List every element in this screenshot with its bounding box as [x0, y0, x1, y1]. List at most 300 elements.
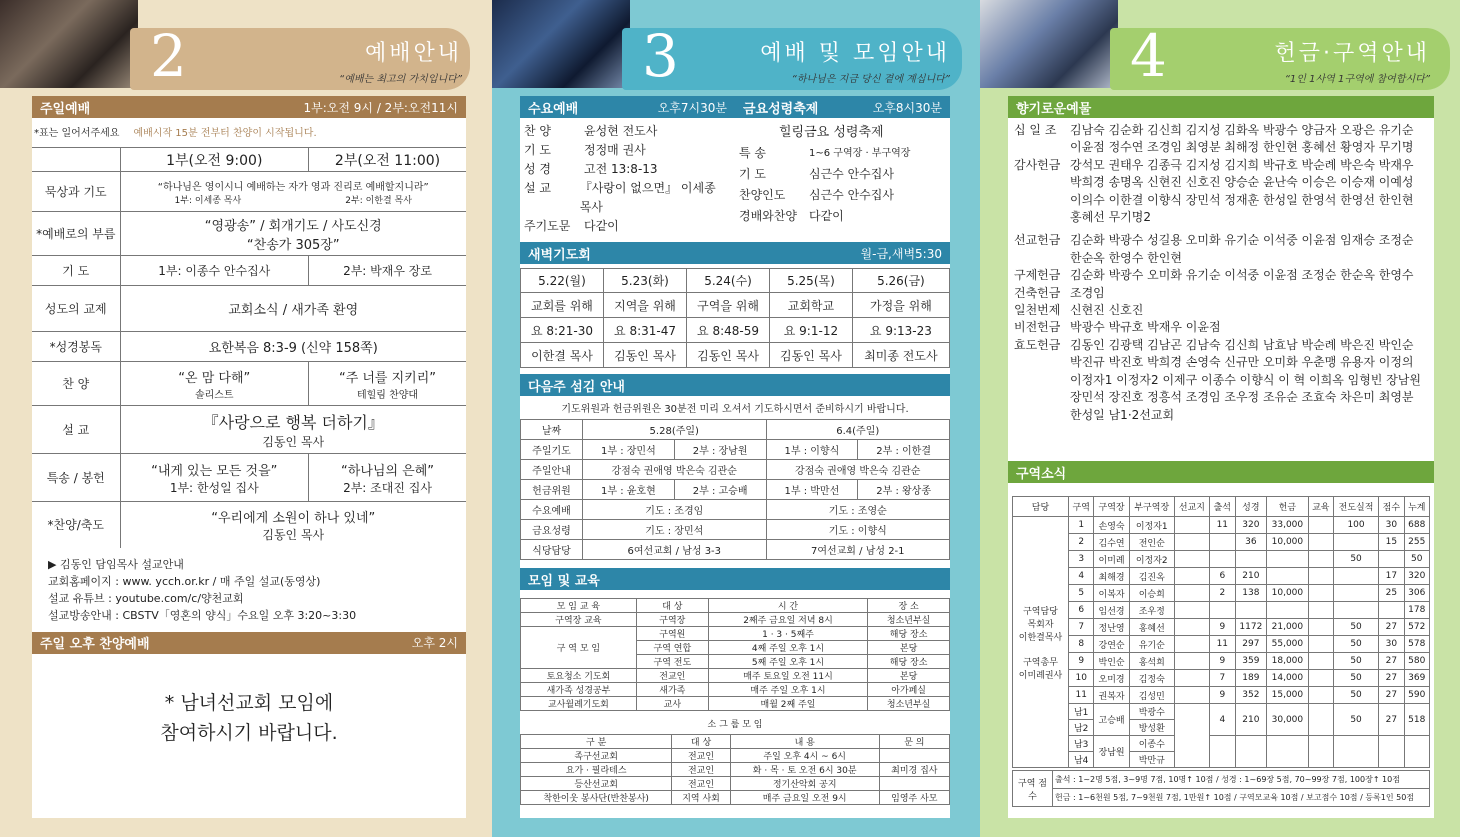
row-b: “하나님의 은혜” [341, 463, 434, 479]
offering-type: 십 일 조 [1014, 123, 1057, 137]
cell [1174, 534, 1209, 551]
offering-names: 한성일 남1·2선교회 [1070, 407, 1175, 422]
cell: 기도 : 장민석 [583, 520, 767, 540]
cell: 9 [1069, 653, 1094, 670]
cell: 30 [1379, 636, 1404, 653]
cell: 전인순 [1129, 534, 1174, 551]
cell [1308, 602, 1333, 619]
offering-line [1014, 209, 1428, 226]
praise-note: 예배시작 15분 전부터 찬양이 시작됩니다. [133, 128, 317, 139]
cell: 7 [1069, 619, 1094, 636]
sunday-worship-panel [32, 96, 466, 818]
cell: 5.24(수) [687, 269, 770, 293]
cell [1308, 653, 1333, 670]
cell: 9 [1210, 687, 1235, 704]
edu-bar [520, 568, 950, 590]
cell: 1 · 3 · 5째주 [708, 627, 867, 641]
row-a2: 1부: 한성일 집사 [169, 480, 259, 495]
cell: 요 9:13-23 [852, 318, 949, 343]
cell: 구역장 교육 [521, 613, 637, 627]
order-table [32, 147, 466, 548]
offering-line [1014, 407, 1428, 424]
offering-names: 한순옥 한영수 한인현 [1070, 250, 1182, 265]
cell: 김동인 목사 [687, 343, 770, 368]
wed-bar [520, 96, 735, 118]
cell: 최미경 집사 [879, 763, 949, 777]
cell: 2부 : 장남원 [674, 440, 766, 460]
leader-line [1015, 643, 1066, 655]
cell [1333, 534, 1378, 551]
dawn-bar [520, 242, 950, 264]
cell: 11 [1210, 636, 1235, 653]
cell: 1172 [1235, 619, 1267, 636]
cell [1210, 736, 1235, 768]
cell: 5.26(금) [852, 269, 949, 293]
cell: 구 분 [521, 735, 672, 749]
district-title: 구역소식 [1016, 466, 1067, 482]
offering-names: 장민석 장진호 정흥석 조경임 조우정 조유순 조효숙 차은미 최영분 [1070, 390, 1414, 405]
dawn-table [520, 268, 950, 368]
cell: 조우정 [1129, 602, 1174, 619]
cell: 21,000 [1267, 619, 1308, 636]
cell: 10 [1069, 670, 1094, 687]
preacher: 김동인 목사 [262, 434, 325, 449]
cell: 50 [1404, 551, 1429, 568]
offering-type [1014, 407, 1070, 424]
page-2-header [0, 0, 492, 92]
person: 고전 13:8-13 [584, 162, 658, 176]
offering-type: 감사헌금 [1014, 157, 1061, 172]
cell: 식당담당 [521, 540, 583, 560]
cell: 요가 · 필라테스 [521, 763, 672, 777]
row-a: “온 맘 다해” [178, 370, 251, 386]
offering-type [1014, 250, 1070, 267]
cell: 이정자1 [1129, 517, 1174, 534]
cell [1210, 602, 1235, 619]
cell: 572 [1404, 619, 1429, 636]
cell: 아가페실 [868, 683, 950, 697]
offering-type [1014, 354, 1070, 371]
cell [1174, 670, 1209, 687]
cell: 화 · 목 · 토 오전 6시 30분 [730, 763, 879, 777]
serve-table [520, 419, 950, 560]
fri-time: 오후8시30분 [872, 100, 942, 115]
cell [1308, 636, 1333, 653]
page-title: 헌금·구역안내 [1274, 41, 1430, 66]
cell: 구역장 [636, 613, 708, 627]
leader-line: 구역총무 [1023, 657, 1058, 668]
cell: 모 임 교 육 [521, 599, 637, 613]
cell: 27 [1379, 687, 1404, 704]
row-label: 특송 / 봉헌 [32, 454, 120, 502]
page-title: 예배 및 모임안내 [760, 41, 950, 66]
cell: 출석 [1210, 497, 1235, 517]
cell [1308, 619, 1333, 636]
cell: 정난영 [1094, 619, 1129, 636]
cell: 정기산악회 공지 [730, 777, 879, 791]
cell: 구역장 [1094, 497, 1129, 517]
cell: 김정숙 [1129, 670, 1174, 687]
role: 기 도 [524, 143, 551, 157]
cell: 기도 : 조영순 [766, 500, 950, 520]
cell: 이한결 목사 [521, 343, 604, 368]
page-subtitle: “1인 1사역 1구역에 참여합시다” [1284, 74, 1430, 85]
score-rule: 출석 : 1~2명 5점, 3~9명 7점, 10명↑ 10점 / 성경 : 1~69장 5점, 70~99장 7점, 100장↑ 10점 [1053, 771, 1430, 789]
cell: 구 역 모 임 [521, 627, 637, 669]
notice-line: 참여하시기 바랍니다. [160, 721, 338, 744]
cell [1174, 585, 1209, 602]
person: 다같이 [584, 219, 619, 233]
cell [1333, 585, 1378, 602]
small-group-table [520, 734, 950, 805]
offering-line [1014, 192, 1428, 209]
leader-line: 구역담당 [1023, 606, 1058, 617]
page-2 [0, 0, 492, 837]
cell: 6 [1210, 568, 1235, 585]
cell: 등산선교회 [521, 777, 672, 791]
cell: 전교인 [672, 777, 730, 791]
serve-title: 다음주 섬김 안내 [528, 379, 625, 395]
cell: 359 [1235, 653, 1267, 670]
cell [1174, 551, 1209, 568]
page-4 [980, 0, 1460, 837]
cell: 토요청소 기도회 [521, 669, 637, 683]
cell [1235, 736, 1267, 768]
fri-list [735, 118, 950, 242]
row-label: 기 도 [32, 256, 120, 286]
cell: 10,000 [1267, 534, 1308, 551]
row-label: 성도의 교제 [32, 286, 120, 332]
notice-line: * 남녀선교회 모임에 [164, 691, 334, 714]
cell: 유기순 [1129, 636, 1174, 653]
page-number: 3 [642, 22, 679, 90]
cell: 최해경 [1094, 568, 1129, 585]
cell: 시 간 [708, 599, 867, 613]
cell: 50 [1333, 636, 1378, 653]
offering-type: 선교헌금 [1014, 233, 1061, 248]
edu-table [520, 598, 950, 711]
offering-line [1014, 157, 1428, 174]
cell: 15,000 [1267, 687, 1308, 704]
person: 다같이 [809, 209, 844, 223]
cell: 30,000 [1267, 704, 1308, 736]
cell: 새가족 [636, 683, 708, 697]
cell: 장남원 [1094, 736, 1129, 768]
role: 설 교 [524, 181, 551, 195]
cell: 문 의 [879, 735, 949, 749]
row-main: “하나님은 영이시니 예배하는 자가 영과 진리로 예배할지니라” [157, 181, 429, 193]
cell: 박광수 [1129, 704, 1174, 720]
row-b2: 테힐림 찬양대 [356, 389, 419, 401]
offering-names: 신현진 신호진 [1070, 303, 1144, 318]
cell: 30 [1379, 517, 1404, 534]
score-label: 구역 점수 [1013, 771, 1053, 807]
cell [1267, 602, 1308, 619]
cell: 전교인 [672, 749, 730, 763]
dawn-title: 새벽기도회 [528, 247, 591, 263]
cell: 강연순 [1094, 636, 1129, 653]
cell: 구역 [1069, 497, 1094, 517]
offering-line [1014, 174, 1428, 191]
cell [1174, 602, 1209, 619]
offering-line [1014, 285, 1428, 302]
broadcast-info: 설교방송안내 : CBSTV「영혼의 양식」수요일 오후 3:20~3:30 [48, 608, 357, 622]
cell: 369 [1404, 670, 1429, 687]
cell: 담당 [1013, 497, 1069, 517]
cell: 320 [1404, 568, 1429, 585]
cell: 청소년부실 [868, 613, 950, 627]
cell: 이미례 [1094, 551, 1129, 568]
notice-line [32, 118, 466, 145]
offering-names: 박진규 박진호 박희경 손영숙 신규만 오미화 우춘맹 유용자 이정의 [1070, 355, 1414, 370]
score-table [1012, 770, 1430, 807]
cell [1174, 568, 1209, 585]
offering-type [1014, 209, 1070, 226]
cell: 4 [1069, 568, 1094, 585]
cell: 27 [1379, 653, 1404, 670]
cell [879, 777, 949, 791]
cell: 50 [1333, 670, 1378, 687]
cell: 이종수 [1129, 736, 1174, 752]
offering-names: 홍혜선 무기명2 [1070, 210, 1152, 225]
cell: 강점숙 권애영 박은숙 김관순 [766, 460, 950, 480]
row-a: “내게 있는 모든 것을” [151, 463, 278, 479]
edu-title: 모임 및 교육 [528, 573, 600, 589]
cell: 25 [1379, 585, 1404, 602]
cell: 홍석희 [1129, 653, 1174, 670]
cell: 성경 [1235, 497, 1267, 517]
cell: 688 [1404, 517, 1429, 534]
cell: 교사월례기도회 [521, 697, 637, 711]
offering-names: 이정자1 이정자2 이제구 이종수 이향식 이 혁 이희옥 임형빈 장남원 [1070, 372, 1421, 387]
wed-list [520, 118, 735, 242]
row-main: “우리에게 소원이 하나 있네” [211, 510, 376, 526]
offering-type: 비전헌금 [1014, 320, 1061, 335]
small-group-title: 소 그 룹 모 임 [707, 720, 763, 730]
cell [1235, 551, 1267, 568]
choir-photo [492, 0, 630, 88]
cell: 352 [1235, 687, 1267, 704]
cell: 6.4(주일) [766, 420, 950, 440]
cell: 5.23(화) [604, 269, 687, 293]
person: 심근수 안수집사 [809, 167, 894, 181]
leader-line: 목회자 [1027, 619, 1054, 630]
cell: 36 [1235, 534, 1267, 551]
cell: 헌금위원 [521, 480, 583, 500]
cell [1210, 551, 1235, 568]
youtube-link[interactable]: 설교 유튜브 : youtube.com/c/양천교회 [48, 591, 244, 605]
offering-line [1014, 302, 1428, 319]
cell: 강점숙 권애영 박은숙 김관순 [583, 460, 767, 480]
cell: 요 8:21-30 [521, 318, 604, 343]
cell: 2 [1210, 585, 1235, 602]
cell: 189 [1235, 670, 1267, 687]
cell: 부구역장 [1129, 497, 1174, 517]
cell: 1부 : 이향식 [766, 440, 858, 460]
cell: 이정자2 [1129, 551, 1174, 568]
page-4-header [980, 0, 1460, 92]
offering-type [1014, 192, 1070, 209]
cell: 6여선교회 / 남성 3-3 [583, 540, 767, 560]
section-time: 오후 2시 [411, 636, 458, 650]
cell: 김동인 목사 [770, 343, 853, 368]
section-title: 주일예배 [40, 101, 91, 117]
offering-list [1008, 118, 1434, 424]
cell [1308, 585, 1333, 602]
cell [1210, 534, 1235, 551]
cell [1333, 602, 1378, 619]
cell: 구역 전도 [636, 655, 708, 669]
cell: 요 8:31-47 [604, 318, 687, 343]
cell: 306 [1404, 585, 1429, 602]
cell: 5.22(월) [521, 269, 604, 293]
row-main: 요한복음 8:3-9 (신약 158쪽) [120, 332, 466, 362]
row-a2: 솔리스트 [194, 389, 234, 401]
cell [1379, 736, 1404, 768]
cell [1308, 736, 1333, 768]
cell: 17 [1379, 568, 1404, 585]
cell [1174, 653, 1209, 670]
cell: 100 [1333, 517, 1378, 534]
cell: 홍혜선 [1129, 619, 1174, 636]
section-bar [32, 632, 466, 654]
offering-names: 김순화 박광수 오미화 유기순 이석중 이윤점 조정순 한순옥 한영수 [1070, 268, 1414, 283]
cell: 518 [1404, 704, 1429, 736]
row-a: 1부: 이세종 목사 [174, 195, 242, 206]
row-main2: 김동인 목사 [262, 527, 325, 542]
offering-type [1014, 372, 1070, 389]
cell: 권복자 [1094, 687, 1129, 704]
score-rule: 헌금 : 1~6천원 5점, 7~9천원 7점, 1만원↑ 10점 / 구역모교육 10점 / 보고점수 10점 / 등록1인 50점 [1053, 789, 1430, 807]
cell: 임영주 사모 [879, 791, 949, 805]
offering-type: 효도헌금 [1014, 337, 1061, 352]
row-label: 묵상과 기도 [32, 172, 120, 212]
worship-photo [0, 0, 138, 88]
cell: 11 [1210, 517, 1235, 534]
offering-names: 김순화 박광수 성길용 오미화 유기순 이석중 이윤점 임재승 조정순 [1070, 233, 1414, 248]
cell: 전교인 [636, 669, 708, 683]
row-label: *찬양/축도 [32, 502, 120, 548]
offering-line [1014, 372, 1428, 389]
page-number: 4 [1130, 22, 1167, 90]
cell: 누계 [1404, 497, 1429, 517]
cell: 김수연 [1094, 534, 1129, 551]
cell: 178 [1404, 602, 1429, 619]
cell: 2부 : 왕상종 [858, 480, 950, 500]
cell: 교육 [1308, 497, 1333, 517]
section-time: 1부:오전 9시 / 2부:오전11시 [303, 100, 458, 115]
cell: 요 8:48-59 [687, 318, 770, 343]
cell: 7여선교회 / 남성 2-1 [766, 540, 950, 560]
role: 경배와찬양 [739, 209, 797, 223]
cell: 10,000 [1267, 585, 1308, 602]
cell: 255 [1404, 534, 1429, 551]
district-bar [1008, 461, 1434, 483]
cell: 8 [1069, 636, 1094, 653]
cell: 2부 : 고승배 [674, 480, 766, 500]
cell [1308, 704, 1333, 736]
cell: 선교지 [1174, 497, 1209, 517]
cell: 1부 : 장민석 [583, 440, 675, 460]
cell: 27 [1379, 670, 1404, 687]
cell [1267, 551, 1308, 568]
wed-time: 오후7시30분 [657, 100, 727, 115]
cell [1267, 568, 1308, 585]
cell: 이승희 [1129, 585, 1174, 602]
cell: 남2 [1069, 720, 1094, 736]
cell [1013, 517, 1069, 768]
leader-line: 이한결목사 [1018, 632, 1063, 643]
offering-names: 이의수 이한결 이향식 장민석 정재훈 한성일 한영석 한영선 한인현 [1070, 192, 1414, 207]
cell: 박만규 [1129, 752, 1174, 768]
row-b: 2부: 이한결 목사 [345, 195, 412, 206]
district-table [1012, 496, 1430, 768]
stand-note: *표는 일어서주세요 [34, 128, 120, 139]
role: 기 도 [739, 167, 766, 181]
cell: 손영숙 [1094, 517, 1129, 534]
cell: 5째 주일 오후 1시 [708, 655, 867, 669]
cell: 점수 [1379, 497, 1404, 517]
cell: 27 [1379, 704, 1404, 736]
fri-title: 금요성령축제 [743, 101, 819, 117]
cell: 2 [1069, 534, 1094, 551]
cell: 4째 주일 오후 1시 [708, 641, 867, 655]
fri-head: 힐링금요 성령축제 [779, 125, 884, 140]
cell: 본당 [868, 641, 950, 655]
homepage-link[interactable]: 교회홈페이지 : www. ycch.or.kr / 매 주일 설교(동영상) [48, 574, 321, 588]
cell [1379, 602, 1404, 619]
cell: 고승배 [1094, 704, 1129, 736]
offering-type: 일천번제 [1014, 303, 1061, 318]
cell: 매주 주일 오후 1시 [708, 683, 867, 697]
person: 1~6 구역장 · 부구역장 [809, 148, 911, 159]
page-3 [492, 0, 980, 837]
cell: 320 [1235, 517, 1267, 534]
cell: 580 [1404, 653, 1429, 670]
cell: 4 [1210, 704, 1235, 736]
sermon-links [32, 548, 466, 632]
role: 찬 양 [524, 124, 551, 138]
cell: 15 [1379, 534, 1404, 551]
cell: 매월 2째 주일 [708, 697, 867, 711]
cell: 이복자 [1094, 585, 1129, 602]
page-subtitle: “하나님은 지금 당신 곁에 계십니다” [791, 74, 950, 85]
cell: 매주 토요일 오전 11시 [708, 669, 867, 683]
cell: 1 [1069, 517, 1094, 534]
services-panel [520, 96, 950, 818]
cell [1308, 551, 1333, 568]
section-bar [32, 96, 466, 118]
cell: 1부 : 박만선 [766, 480, 858, 500]
cell: 임선경 [1094, 602, 1129, 619]
cell: 교회학교 [770, 293, 853, 318]
cell: 구역원 [636, 627, 708, 641]
cell [1174, 704, 1209, 768]
offering-line [1014, 250, 1428, 267]
cell: 내 용 [730, 735, 879, 749]
offering-line [1014, 122, 1428, 139]
cell: 날짜 [521, 420, 583, 440]
cell: 590 [1404, 687, 1429, 704]
cell: 구역 연합 [636, 641, 708, 655]
offering-bar [1008, 96, 1434, 118]
row-main2: “찬송가 305장” [246, 237, 340, 253]
role: 특 송 [739, 146, 766, 160]
offering-panel [1008, 96, 1434, 818]
cell: 방성환 [1129, 720, 1174, 736]
offering-line [1014, 389, 1428, 406]
cell: 2째주 금요일 저녁 8시 [708, 613, 867, 627]
